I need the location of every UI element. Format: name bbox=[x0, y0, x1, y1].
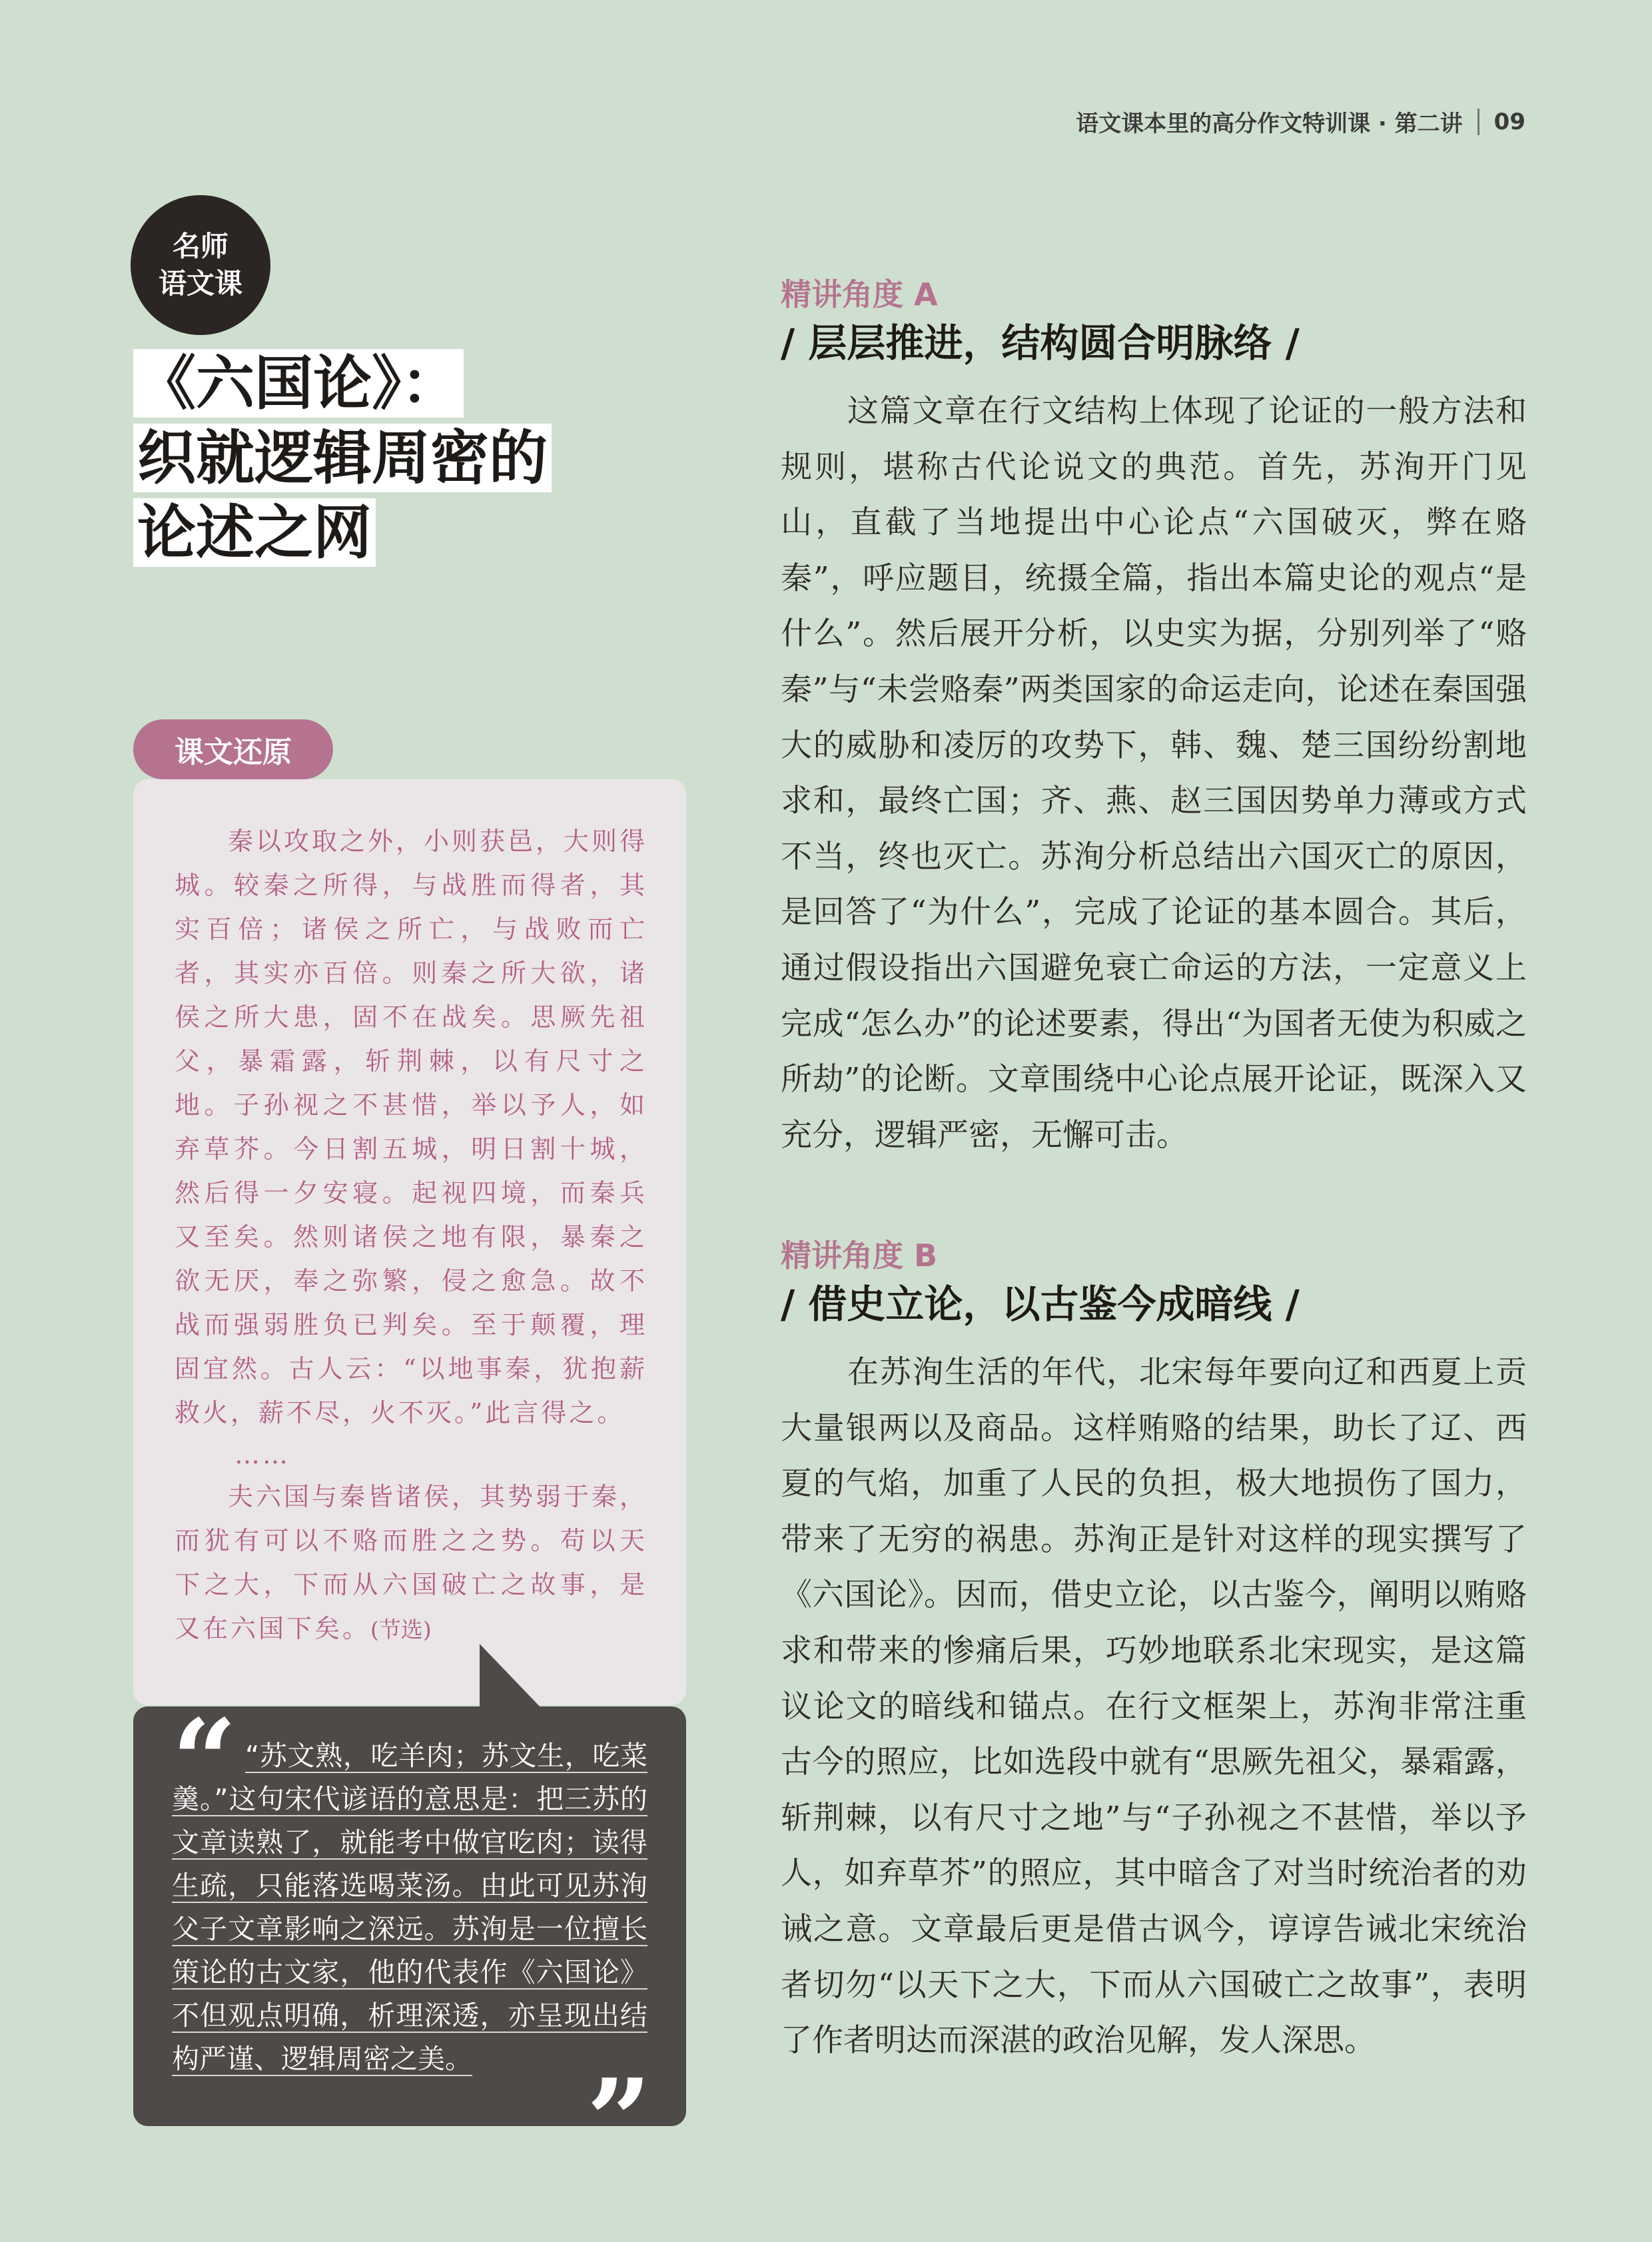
title-line-1: 《六国论》： bbox=[133, 349, 464, 418]
section-a-subtitle: / 层层推进，结构圆合明脉络 / bbox=[781, 320, 1300, 366]
section-a-body: 这篇文章在行文结构上体现了论证的一般方法和规则，堪称古代论说文的典范。首先，苏洵开门见山，直截了当地提出中心论点“六国破灭，弊在赂秦”，呼应题目，统摄全篇，指出本篇史论的观点“是什么”。然后展开分析，以史实为据，分别列举了“赂秦”与“未尝赂秦”两类国家的命运走向，论述在秦国强大的威胁和凌厉的攻势下，韩、魏、楚三国纷纷割地求和，最终亡国；齐、燕、赵三国因势单力薄或方式不当，终也灭亡。苏洵分析总结出六国灭亡的原因，是回答了“为什么”，完成了论证的基本圆合。其后，通过假设指出六国避免衰亡命运的方法，一定意义上完成“怎么办”的论述要素，得出“为国者无使为积威之所劫”的论断。文章围绕中心论点展开论证，既深入又充分，逻辑严密，无懈可击。 bbox=[781, 393, 1527, 1154]
excerpt-ellipsis: …… bbox=[234, 1440, 290, 1469]
badge-line-2: 语文课 bbox=[158, 267, 242, 300]
quote-speech-tail bbox=[480, 1644, 544, 1710]
section-b-label: 精讲角度 B bbox=[781, 1238, 938, 1274]
quote-text-content: “苏文熟，吃羊肉；苏文生，吃菜羹。”这句宋代谚语的意思是：把三苏的文章读熟了，就能考中做官吃肉；读得生疏，只能落选喝菜汤。由此可见苏洵父子文章影响之深远。苏洵是一位擅长策论的古文家，他的代表作《六国论》不但观点明确，析理深透，亦呈现出结构严谨、逻辑周密之美。 bbox=[172, 1740, 647, 2075]
title-line-2: 织就逻辑周密的 bbox=[133, 424, 552, 492]
close-quote-icon: ” bbox=[586, 2054, 651, 2187]
column-badge bbox=[131, 195, 270, 335]
page-number: 09 bbox=[1493, 108, 1525, 135]
quote-text bbox=[172, 1734, 647, 2081]
excerpt-note: (节选) bbox=[370, 1617, 432, 1643]
running-header bbox=[1076, 105, 1525, 138]
article-title bbox=[133, 346, 552, 570]
section-b bbox=[781, 1236, 1527, 2069]
header-divider bbox=[1477, 109, 1479, 135]
excerpt-tag: 课文还原 bbox=[133, 719, 333, 779]
excerpt-box bbox=[133, 779, 686, 1705]
open-quote-icon: “ bbox=[172, 1694, 237, 1828]
excerpt-paragraph-2-text: 夫六国与秦皆诸侯，其势弱于秦，而犹有可以不赂而胜之之势。苟以天下之大，下而从六国破亡之故事，是又在六国下矣。 bbox=[175, 1482, 648, 1643]
excerpt-paragraph-2 bbox=[175, 1475, 647, 1652]
title-line-3: 论述之网 bbox=[133, 498, 376, 567]
quote-box bbox=[133, 1694, 686, 2187]
series-title: 语文课本里的高分作文特训课 · 第二讲 bbox=[1076, 111, 1463, 137]
section-b-subtitle: / 借史立论，以古鉴今成暗线 / bbox=[781, 1282, 1300, 1327]
section-b-body: 在苏洵生活的年代，北宋每年要向辽和西夏上贡大量银两以及商品。这样贿赂的结果，助长了辽、西夏的气焰，加重了人民的负担，极大地损伤了国力，带来了无穷的祸患。苏洵正是针对这样的现实撰写了《六国论》。因而，借史立论，以古鉴今，阐明以贿赂求和带来的惨痛后果，巧妙地联系北宋现实，是这篇议论文的暗线和锚点。在行文框架上，苏洵非常注重古今的照应，比如选段中就有“思厥先祖父，暴霜露，斩荆棘，以有尺寸之地”与“子孙视之不甚惜，举以予人，如弃草芥”的照应，其中暗含了对当时统治者的劝诫之意。文章最后更是借古讽今，谆谆告诫北宋统治者切勿“以天下之大，下而从六国破亡之故事”，表明了作者明达而深湛的政治见解，发人深思。 bbox=[781, 1354, 1527, 2059]
section-a bbox=[781, 274, 1527, 1163]
section-a-label: 精讲角度 A bbox=[781, 276, 938, 312]
badge-line-1: 名师 bbox=[172, 230, 228, 262]
excerpt-paragraph-1: 秦以攻取之外，小则获邑，大则得城。较秦之所得，与战胜而得者，其实百倍；诸侯之所亡，与战败而亡者，其实亦百倍。则秦之所大欲，诸侯之所大患，固不在战矣。思厥先祖父，暴霜露，斩荆棘，以有尺寸之地。子孙视之不甚惜，举以予人，如弃草芥。今日割五城，明日割十城，然后得一夕安寝。起视四境，而秦兵又至矣。然则诸侯之地有限，暴秦之欲无厌，奉之弥繁，侵之愈急。故不战而强弱胜负已判矣。至于颠覆，理固宜然。古人云：“以地事秦，犹抱薪救火，薪不尽，火不灭。”此言得之。 bbox=[175, 827, 648, 1427]
